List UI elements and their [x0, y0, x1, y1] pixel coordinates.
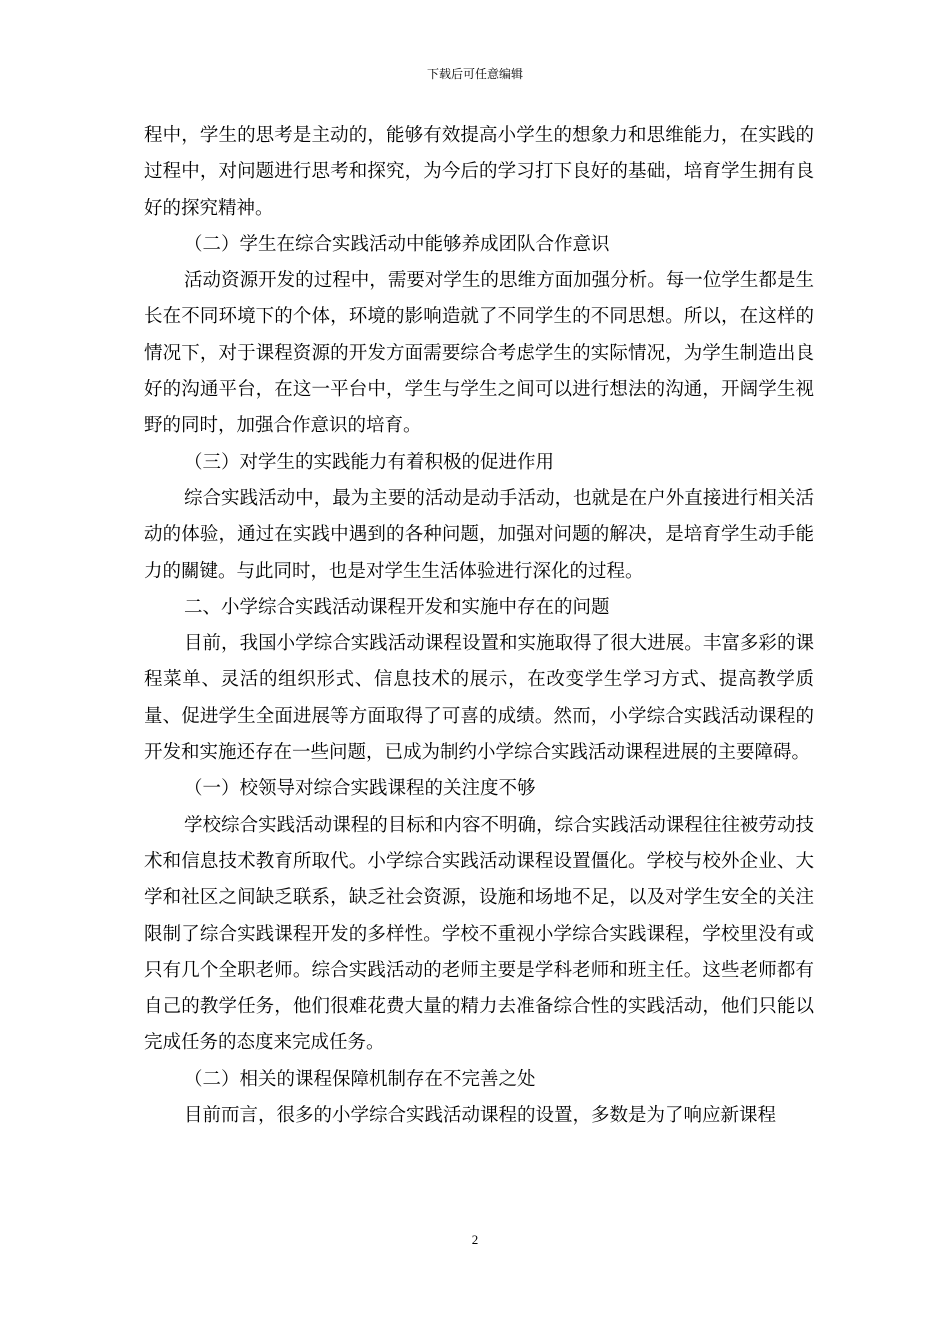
page-header: 下载后可任意编辑 — [426, 67, 523, 81]
document-body — [144, 118, 814, 1134]
paragraph: 目前而言，很多的小学综合实践活动课程的设置，多数是为了响应新课程 — [184, 1105, 777, 1127]
paragraph: 目前，我国小学综合实践活动课程设置和实施取得了很大进展。丰富多彩的课程菜单、灵活的组织形式、信息技术的展示，在改变学生学习方式、提高教学质量、促进学生全面进展等方面取得了可喜的成绩。然而，小学综合实践活动课程的开发和实施还存在一些问题，已成为制约小学综合实践活动课程进展的主要障碍。 — [144, 633, 814, 764]
section-heading-problems: 二、小学综合实践活动课程开发和实施中存在的问题 — [184, 596, 610, 618]
section-heading-leadership-attention: （一）校领导对综合实践课程的关注度不够 — [184, 778, 536, 800]
paragraph-continuation: 程中，学生的思考是主动的，能够有效提高小学生的想象力和思维能力，在实践的过程中，对问题进行思考和探究，为今后的学习打下良好的基础，培育学生拥有良好的探究精神。 — [144, 125, 814, 219]
paragraph: 综合实践活动中，最为主要的活动是动手活动，也就是在户外直接进行相关活动的体验，通过在实践中遇到的各种问题，加强对问题的解决，是培育学生动手能力的關键。与此同时，也是对学生生活体验进行深化的过程。 — [144, 487, 814, 582]
section-heading-guarantee-mechanism: （二）相关的课程保障机制存在不完善之处 — [184, 1068, 536, 1090]
paragraph: 活动资源开发的过程中，需要对学生的思维方面加强分析。每一位学生都是生长在不同环境下的个体，环境的影响造就了不同学生的不同思想。所以，在这样的情况下，对于课程资源的开发方面需要综合考虑学生的实际情况，为学生制造出良好的沟通平台，在这一平台中，学生与学生之间可以进行想法的沟通，开阔学生视野的同时，加强合作意识的培育。 — [144, 270, 814, 437]
paragraph: 学校综合实践活动课程的目标和内容不明确，综合实践活动课程往往被劳动技术和信息技术教育所取代。小学综合实践活动课程设置僵化。学校与校外企业、大学和社区之间缺乏联系，缺乏社会资源，设施和场地不足，以及对学生安全的关注限制了综合实践课程开发的多样性。学校不重视小学综合实践课程，学校里没有或只有几个全职老师。综合实践活动的老师主要是学科老师和班主任。这些老师都有自己的教学任务，他们很难花费大量的精力去准备综合性的实践活动，他们只能以完成任务的态度来完成任务。 — [144, 814, 814, 1054]
page-number: 2 — [471, 1232, 479, 1247]
section-heading-practical-ability: （三）对学生的实践能力有着积极的促进作用 — [184, 451, 555, 473]
section-heading-team-cooperation: （二）学生在综合实践活动中能够养成团队合作意识 — [184, 233, 610, 255]
